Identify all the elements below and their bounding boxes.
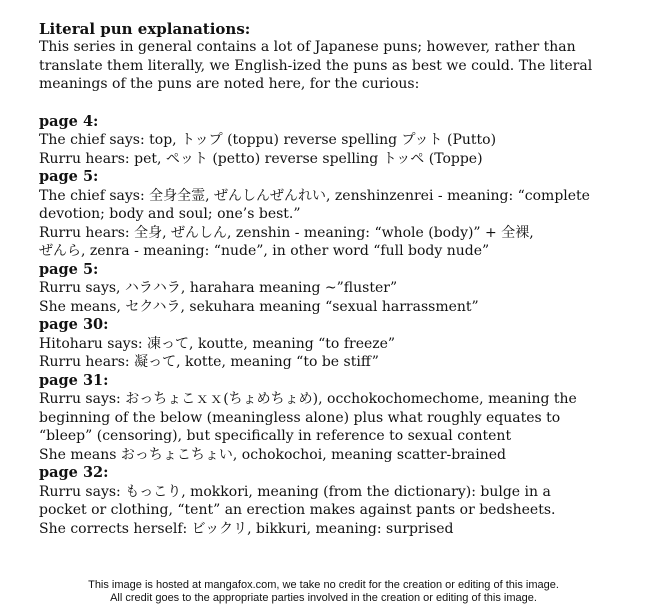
section-line: Rurru says: もっこり, mokkori, meaning (from the dictionary): bulge in a [39, 483, 551, 500]
section-line: She means, セクハラ, sekuhara meaning “sexual harrassment” [39, 298, 479, 315]
footer-line: All credit goes to the appropriate parties involved in the creation or editing of this image. [110, 592, 537, 604]
document-title: Literal pun explanations: [39, 20, 251, 38]
section-line: Hitoharu says: 凍って, koutte, meaning “to freeze” [39, 335, 396, 352]
section-page-30 [39, 316, 639, 372]
section-page-5-b [39, 261, 639, 317]
section-page-4 [39, 113, 639, 169]
section-heading: page 32: [39, 464, 109, 481]
section-line: Rurru says, ハラハラ, harahara meaning ~”fluster” [39, 280, 398, 296]
footer-line: This image is hosted at mangafox.com, we take no credit for the creation or editing of this image. [88, 579, 559, 591]
section-line: Rurru hears: pet, ペット (petto) reverse spelling トッペ (Toppe) [39, 150, 483, 167]
hosting-credit-footer [0, 579, 647, 605]
section-line: Rurru says: おっちょこｘｘ(ちょめちょめ), occhokochomechome, meaning the [39, 391, 577, 407]
section-line: “bleep” (censoring), but specifically in reference to sexual content [39, 428, 512, 444]
section-line: devotion; body and soul; one’s best.” [39, 206, 301, 222]
section-line: The chief says: 全身全霊, ぜんしんぜんれい, zenshinzenrei - meaning: “complete [39, 187, 590, 204]
section-heading: page 5: [39, 260, 99, 278]
section-heading: page 31: [39, 371, 109, 389]
section-line: Rurru hears: 全身, ぜんしん, zenshin - meaning: “whole (body)” + 全裸, [39, 224, 534, 241]
section-line: Rurru hears: 凝って, kotte, meaning “to be stiff” [39, 354, 379, 370]
section-page-5-a [39, 168, 639, 261]
section-line: The chief says: top, トップ (toppu) reverse spelling プット (Putto) [39, 132, 497, 148]
section-line: ぜんら, zenra - meaning: “nude”, in other word “full body nude” [39, 243, 490, 259]
section-heading: page 30: [39, 316, 109, 333]
section-line: beginning of the below (meaningless alone) plus what roughly equates to [39, 409, 561, 426]
section-heading: page 4: [39, 112, 99, 130]
section-page-32 [39, 464, 639, 538]
section-line: pocket or clothing, “tent” an erection makes against pants or bedsheets. [39, 502, 556, 518]
section-line: She corrects herself: ビックリ, bikkuri, meaning: surprised [39, 520, 454, 537]
pun-explanations-document [39, 20, 639, 538]
intro-paragraph [39, 38, 639, 94]
section-heading: page 5: [39, 168, 99, 185]
section-line: She means おっちょこちょい, ochokochoi, meaning scatter-brained [39, 446, 506, 463]
intro-line: This series in general contains a lot of Japanese puns; however, rather than [39, 39, 576, 55]
section-page-31 [39, 372, 639, 465]
intro-line: meanings of the puns are noted here, for the curious: [39, 76, 420, 92]
intro-line: translate them literally, we English-ized the puns as best we could. The literal [39, 57, 593, 74]
